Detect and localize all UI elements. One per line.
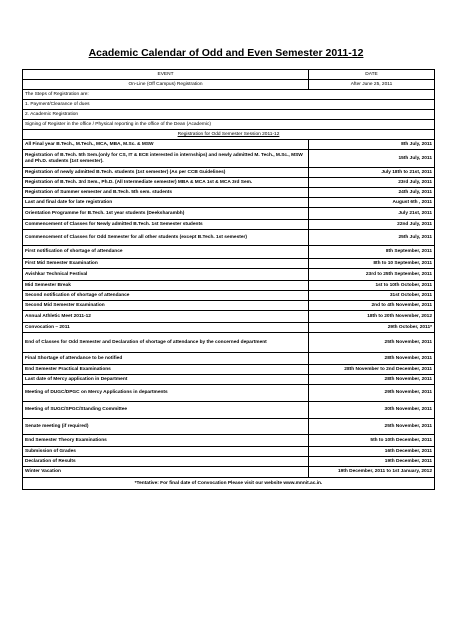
event-cell: End of Classes for Odd Semester and Declaration of shortage of attendance by the concerned department [23,333,309,353]
event-cell: Orientation Programme for B.Tech. 1st year students (Deeksharambh) [23,208,309,220]
schedule-row [23,150,435,168]
date-cell: 25th July, 2011 [309,230,435,246]
date-cell: 18th to 20th November, 2012 [309,311,435,323]
online-registration-row [23,80,435,90]
schedule-row [23,230,435,246]
schedule-row [23,208,435,220]
schedule-row [23,281,435,291]
date-cell: 1st to 10th October, 2011 [309,281,435,291]
event-cell: End Semester Theory Examinations [23,435,309,447]
schedule-row [23,323,435,333]
schedule-row [23,333,435,353]
schedule-row [23,402,435,419]
date-header: DATE [309,70,435,80]
date-cell: 22nd July, 2011 [309,220,435,230]
event-cell: Meeting of SUGC/SPGC/Standing Committee [23,402,309,419]
schedule-row [23,140,435,150]
schedule-row [23,178,435,188]
schedule-row [23,301,435,311]
header-row [23,70,435,80]
page-title: Academic Calendar of Odd and Even Semester 2011-12 [88,47,364,59]
event-header: EVENT [23,70,309,80]
event-cell: Last and final date for late registration [23,198,309,208]
schedule-row [23,375,435,385]
calendar-table [22,69,435,490]
steps-heading-row [23,90,435,100]
footnote: *Tentative: For final date of Convocation Please visit our website www.mnnit.ac.in. [23,478,435,490]
schedule-row [23,291,435,301]
event-cell: Avishkar Technical Festival [23,269,309,281]
schedule-row [23,168,435,178]
schedule-row [23,269,435,281]
section-heading: Registration for Odd Semester Session 2011-12 [177,131,280,137]
date-cell: 24th July, 2011 [309,188,435,198]
schedule-row [23,385,435,402]
date-cell: 8th July, 2011 [309,140,435,150]
schedule-row [23,246,435,259]
schedule-row [23,435,435,447]
schedule-row [23,457,435,467]
event-cell: First Mid Semester Examination [23,259,309,269]
event-cell: Second notification of shortage of attendance [23,291,309,301]
schedule-row [23,353,435,365]
date-cell: 19th December, 2011 to 1st January, 2012 [309,467,435,478]
event-cell: Commencement of Classes for Newly admitted B.Tech. 1st Semester students [23,220,309,230]
schedule-row [23,447,435,457]
event-cell: Registration of newly admitted B.Tech. students (1st semester) (As per CCB Guidelines) [23,168,309,178]
event-cell: Registration of B.Tech. 3rd Sem., Ph.D. (All Intermediate semester) MBA & MCA 1st & MCA 3rd Sem. [23,178,309,188]
event-cell: Winter Vacation [23,467,309,478]
online-registration-date: After June 25, 2011 [309,80,435,90]
schedule-row [23,311,435,323]
step-row [23,120,435,130]
date-cell: 5th to 10th December, 2011 [309,435,435,447]
date-cell: August 6th , 2011 [309,198,435,208]
section-heading-row [23,130,435,140]
event-cell: Registration of Summer semester and B.Tech. 5th sem. students [23,188,309,198]
event-cell: Annual Athletic Meet 2011-12 [23,311,309,323]
online-registration-label: On-Line (Off Campus) Registration [23,80,309,90]
date-cell: 8th September, 2011 [309,246,435,259]
schedule-row [23,220,435,230]
date-cell: 29th October, 2011* [309,323,435,333]
date-cell: 8th to 10 September, 2011 [309,259,435,269]
step-signing-register: Signing of Register in the office / Physical reporting in the office of the Dean (Academic) [23,120,435,130]
event-cell: Declaration of Results [23,457,309,467]
event-cell: Last date of Mercy application in Department [23,375,309,385]
schedule-row [23,259,435,269]
step-row [23,110,435,120]
event-cell: Mid Semester Break [23,281,309,291]
date-cell: 19th December, 2011 [309,457,435,467]
date-cell: 28th November, 2011 [309,375,435,385]
footnote-row [23,478,435,490]
date-cell: 15th July, 2011 [309,150,435,168]
date-cell: 16th December, 2011 [309,447,435,457]
date-cell: 23rd July, 2011 [309,178,435,188]
schedule-row [23,188,435,198]
date-cell: 31st October, 2011 [309,291,435,301]
steps-heading: The Steps of Registration are: [23,90,309,100]
event-cell: Senate meeting (if required) [23,419,309,435]
event-cell: First notification of shortage of attendance [23,246,309,259]
event-cell: Meeting of DUGC/DPGC on Mercy Applications in departments [23,385,309,402]
date-cell: 28th November to 2nd December, 2011 [309,365,435,375]
date-cell: 25th November, 2011 [309,419,435,435]
schedule-row [23,467,435,478]
schedule-row [23,365,435,375]
event-cell: Registration of B.Tech. 5th Sem.(only for CS, IT & ECE interested in internships) and newly admitted M. Tech., M.Sc., MSW and Ph.D. students (1st semester). [23,150,309,168]
date-cell: 25th November, 2011 [309,333,435,353]
event-cell: Final Shortage of attendance to be notified [23,353,309,365]
step-row [23,100,435,110]
date-cell: July 21st, 2011 [309,208,435,220]
date-cell: July 18th to 21st, 2011 [309,168,435,178]
event-cell: Commencement of Classes for Odd Semester for all other students (except B.Tech. 1st semester) [23,230,309,246]
step-academic-registration: 2. Academic Registration [23,110,435,120]
date-cell: 30th November, 2011 [309,402,435,419]
date-cell: 29th November, 2011 [309,385,435,402]
event-cell: Submission of Grades [23,447,309,457]
event-cell: All Final year B.Tech., M.Tech., MCA, MBA, M.Sc. & MSW [23,140,309,150]
event-cell: Convocation – 2011 [23,323,309,333]
date-cell: 2nd to 4th November, 2011 [309,301,435,311]
schedule-row [23,198,435,208]
date-cell: 28th November, 2011 [309,353,435,365]
schedule-row [23,419,435,435]
event-cell: Second Mid Semester Examination [23,301,309,311]
date-cell: 23rd to 25th September, 2011 [309,269,435,281]
event-cell: End Semester Practical Examinations [23,365,309,375]
step-payment: 1. Payment/Clearance of dues [23,100,435,110]
